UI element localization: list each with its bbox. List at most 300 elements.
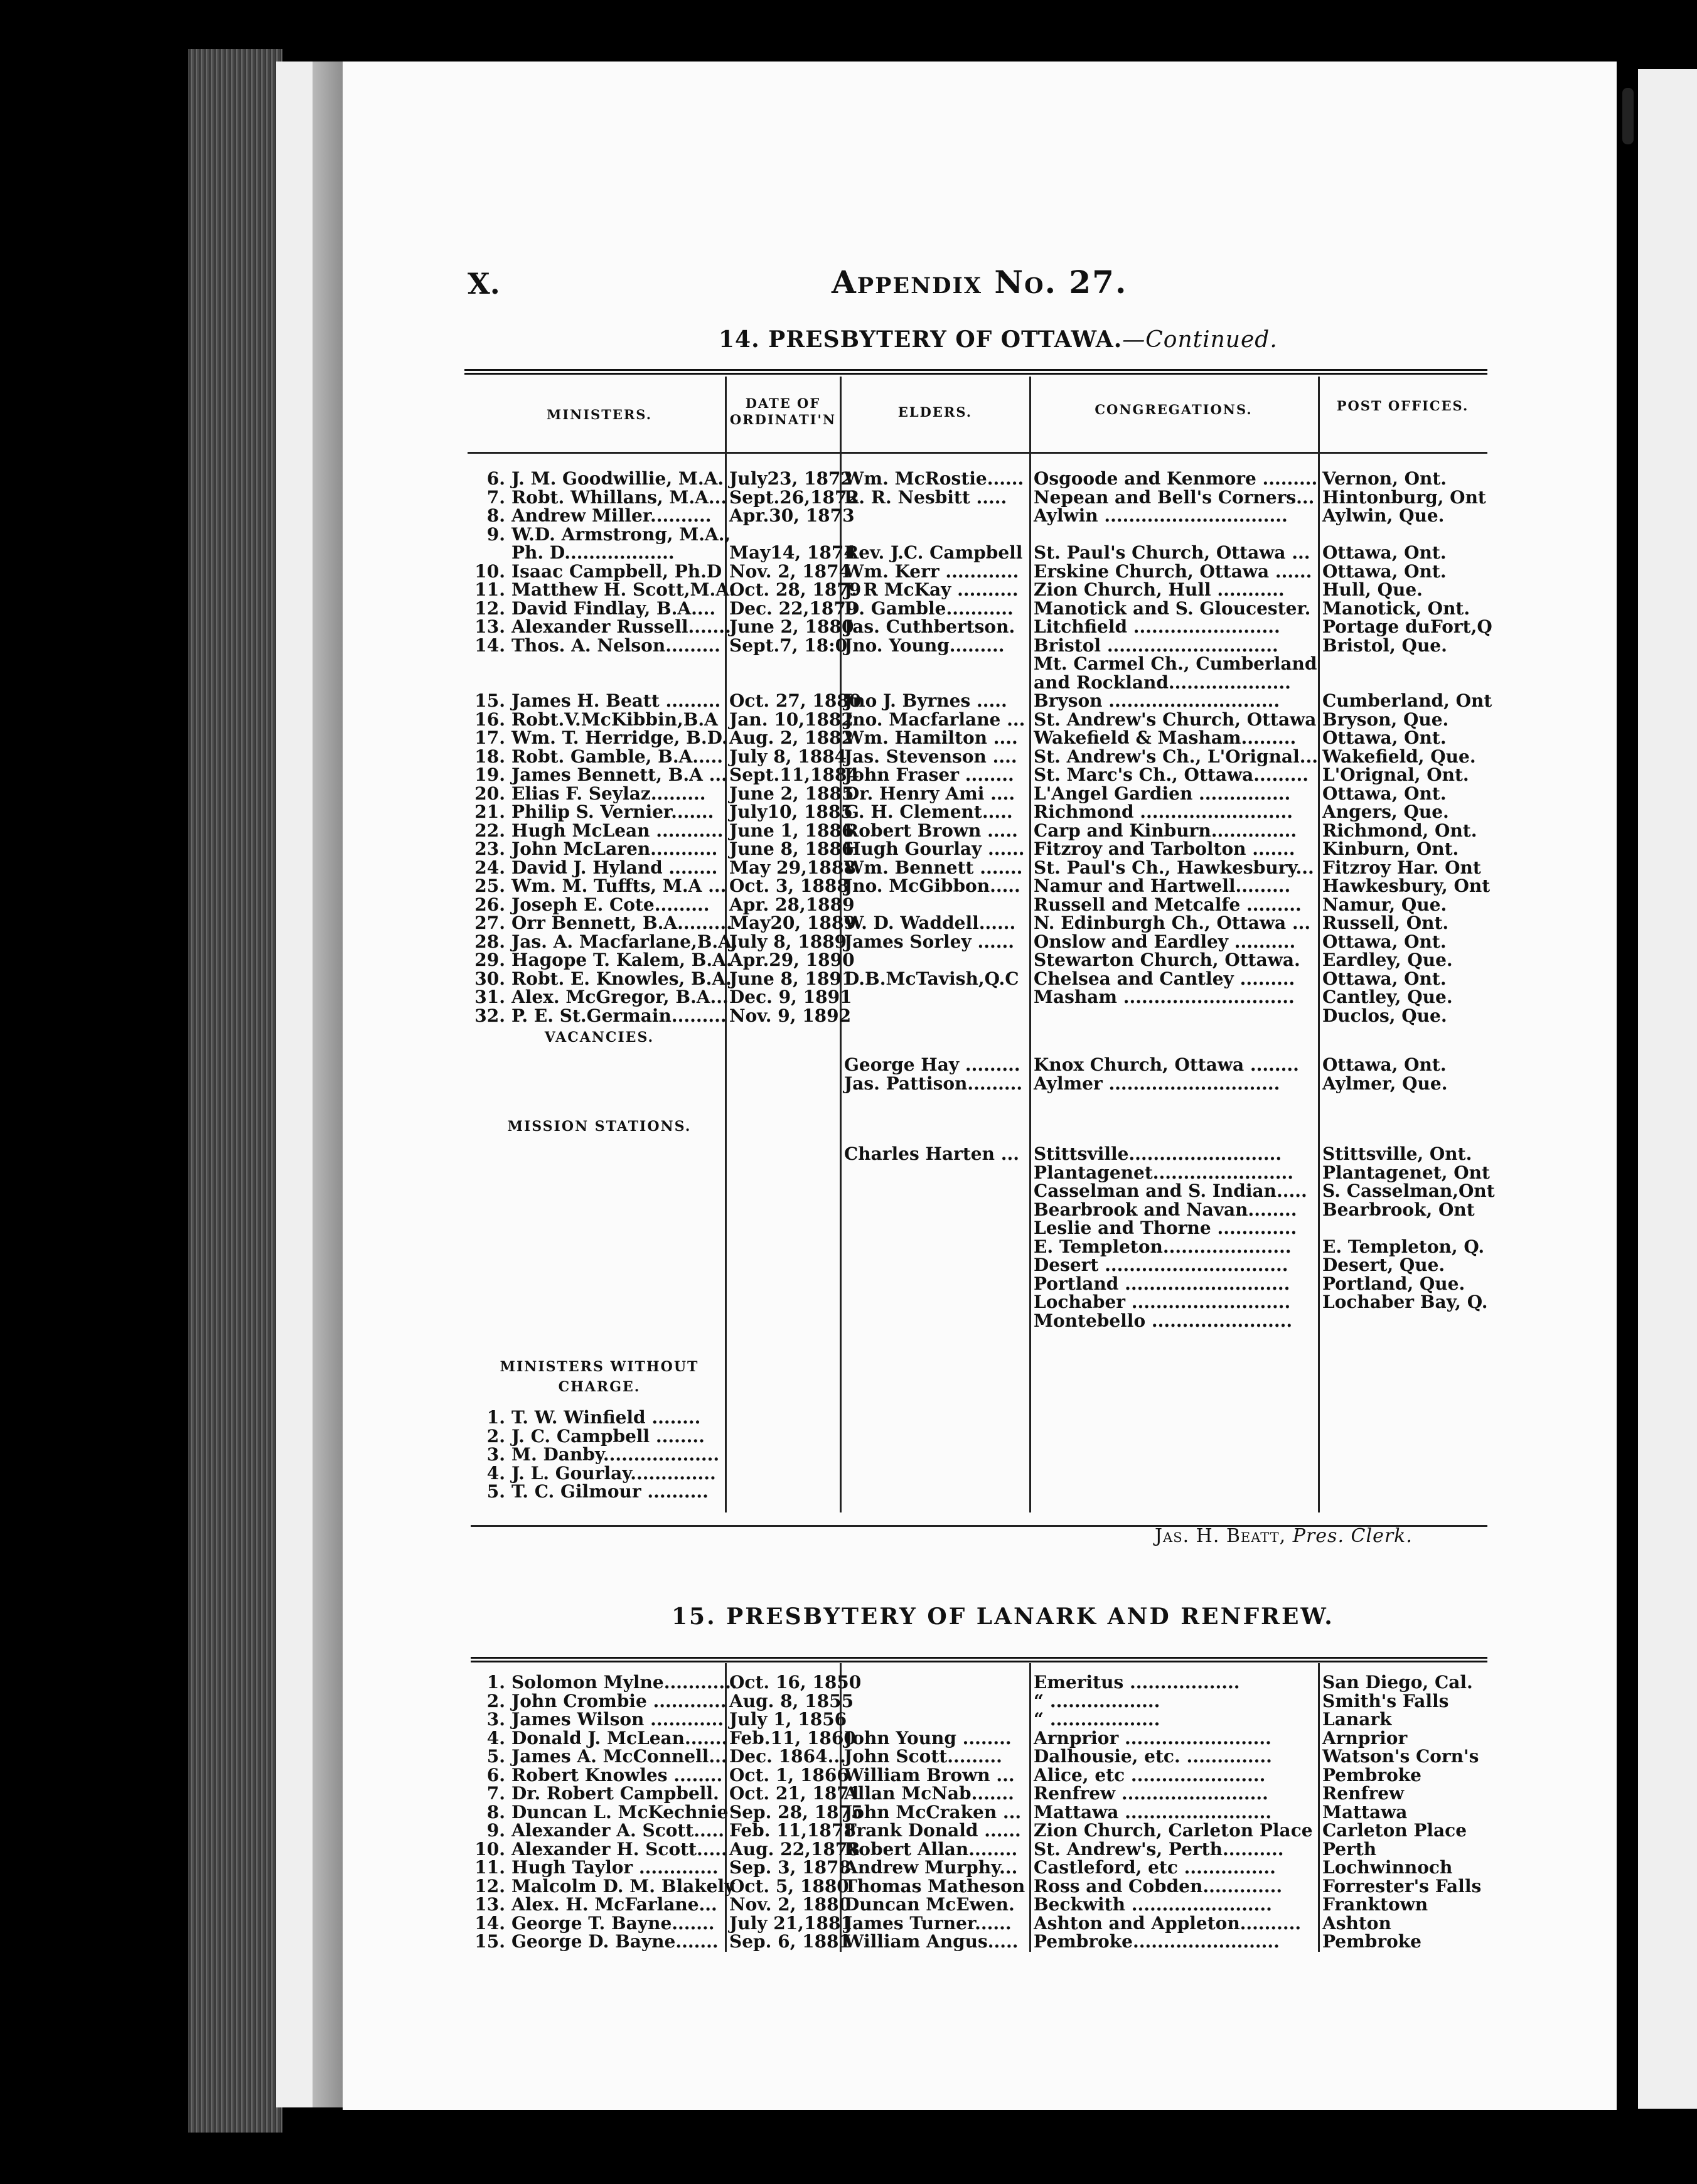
cell-date: June 8, 1891 (729, 968, 854, 989)
cell-elder: George Hay ......... (844, 1054, 1020, 1075)
cell-minister: Robt. E. Knowles, B.A. (511, 968, 732, 989)
cell-post: Pembroke (1322, 1764, 1421, 1785)
cell-post: Smith's Falls (1322, 1690, 1449, 1711)
cell-elder: John Fraser ........ (844, 764, 1014, 785)
cell-minister: James Wilson ............ (511, 1709, 724, 1730)
cell-elder: D. Gamble........... (844, 597, 1014, 619)
cell-minister: J. C. Campbell ........ (511, 1425, 705, 1447)
cell-post: Ottawa, Ont. (1322, 727, 1447, 748)
cell-congregation: Bristol ............................ (1034, 634, 1278, 656)
cell-post: Fitzroy Har. Ont (1322, 857, 1481, 878)
cell-date: Oct. 3, 1888 (729, 875, 849, 896)
page-number: X. (468, 267, 500, 301)
header-date: DATE OF ORDINATI'N (729, 395, 837, 427)
cell-congregation: “ .................. (1034, 1709, 1160, 1730)
cell-date: Jan. 10,1882 (729, 709, 854, 730)
cell-elder: W. D. Waddell...... (844, 913, 1016, 933)
cell-num: 18. (474, 746, 505, 767)
cell-minister: Malcolm D. M. Blakely (511, 1875, 735, 1897)
mission-row (0, 1182, 1697, 1201)
cell-congregation: Plantagenet....................... (1034, 1162, 1293, 1183)
mission-row (0, 1164, 1697, 1182)
cell-post: Arnprior (1322, 1727, 1408, 1748)
cell-elder: John Scott......... (844, 1746, 1002, 1767)
appendix-title: Appendix No. 27. (832, 264, 1128, 301)
without-charge-row (0, 1482, 1697, 1501)
table-row (0, 933, 1697, 951)
cell-date: Apr.30, 1873 (729, 505, 855, 526)
cell-post: Watson's Corn's (1322, 1746, 1479, 1767)
cell-post: Ottawa, Ont. (1322, 968, 1447, 989)
table-row (0, 1673, 1697, 1692)
cell-congregation: St. Andrew's Ch., L'Orignal... (1034, 746, 1318, 767)
cell-elder: Wm. McRostie...... (844, 468, 1024, 489)
cell-congregation: Namur and Hartwell......... (1034, 875, 1291, 896)
cell-num: 8. (486, 1801, 505, 1823)
cell-num: 13. (474, 616, 505, 637)
cell-date: June 8, 1886 (729, 838, 854, 859)
cell-date: Aug. 22,1878 (729, 1838, 860, 1860)
cell-congregation: Renfrew ........................ (1034, 1783, 1268, 1804)
cell-num: 14. (474, 1912, 505, 1934)
cell-date: July 21,1881 (729, 1912, 853, 1934)
cell-elder: Jas. Pattison......... (844, 1073, 1023, 1094)
cell-post: Mattawa (1322, 1801, 1408, 1823)
cell-minister: Alex. H. McFarlane... (511, 1894, 717, 1915)
table-row (0, 1747, 1697, 1766)
cell-post: Lochwinnoch (1322, 1857, 1453, 1878)
table-row (0, 784, 1697, 803)
cell-date: July 1, 1856 (729, 1709, 847, 1730)
cell-elder: R. R. Nesbitt ..... (844, 486, 1007, 508)
cell-post: Namur, Que. (1322, 894, 1447, 915)
cell-post: Desert, Que. (1322, 1255, 1445, 1275)
table-row (0, 1914, 1697, 1933)
cell-congregation: Mt. Carmel Ch., Cumberland (1034, 653, 1317, 674)
table-row (0, 877, 1697, 896)
cell-minister: James A. McConnell... (511, 1746, 727, 1767)
without-charge-row (0, 1445, 1697, 1464)
cell-post: Ottawa, Ont. (1322, 560, 1447, 582)
cell-minister: M. Danby................... (511, 1444, 720, 1465)
cell-date: Feb.11, 1860 (729, 1727, 856, 1748)
table-row (0, 618, 1697, 636)
cell-minister: Alex. McGregor, B.A... (511, 987, 729, 1007)
cell-post: Pembroke (1322, 1931, 1421, 1952)
cell-num: 6. (486, 1764, 505, 1785)
mission-row (0, 1275, 1697, 1293)
cell-post: S. Casselman,Ont (1322, 1180, 1495, 1201)
table-row (0, 525, 1697, 544)
table-row (0, 506, 1697, 525)
cell-post: Aylwin, Que. (1322, 505, 1445, 526)
table-row (0, 469, 1697, 488)
cell-minister: David Findlay, B.A.... (511, 597, 716, 619)
cell-num: 16. (474, 709, 505, 730)
table-row (0, 729, 1697, 747)
cell-post: Franktown (1322, 1894, 1428, 1915)
cell-post: Ottawa, Ont. (1322, 783, 1447, 804)
cell-date: Nov. 2, 1880 (729, 1894, 852, 1915)
cell-post: Kinburn, Ont. (1322, 838, 1459, 859)
cell-minister: Dr. Robert Campbell. (511, 1783, 719, 1804)
cell-minister: Robt. Whillans, M.A... (511, 486, 727, 508)
table-row (0, 655, 1697, 673)
cell-minister: Andrew Miller.......... (511, 505, 712, 526)
cell-date: Oct. 5, 1880 (729, 1875, 849, 1897)
section1-title-text: 14. PRESBYTERY OF OTTAWA. (719, 326, 1123, 353)
cell-post: Forrester's Falls (1322, 1875, 1482, 1897)
cell-date: Dec. 22,1879 (729, 597, 859, 619)
cell-post: Ottawa, Ont. (1322, 542, 1447, 563)
cell-congregation: Wakefield & Masham......... (1034, 727, 1297, 748)
table-row (0, 1932, 1697, 1951)
cell-post: Renfrew (1322, 1783, 1405, 1804)
cell-num: 3. (486, 1709, 505, 1730)
cell-post: Carleton Place (1322, 1820, 1467, 1841)
cell-congregation: Castleford, etc ............... (1034, 1857, 1276, 1878)
cell-minister: P. E. St.Germain......... (511, 1005, 727, 1026)
table-row (0, 1821, 1697, 1840)
cell-congregation: Bearbrook and Navan........ (1034, 1199, 1297, 1220)
table-row (0, 1840, 1697, 1859)
cell-post: Perth (1322, 1838, 1377, 1860)
cell-minister: Alexander H. Scott..... (511, 1838, 727, 1860)
section2-title: 15. PRESBYTERY OF LANARK AND RENFREW. (672, 1603, 1334, 1630)
cell-elder: John Young ........ (844, 1727, 1012, 1748)
table-row (0, 1692, 1697, 1711)
cell-date: July10, 1885 (729, 801, 853, 822)
table-row (0, 970, 1697, 988)
mission-row (0, 1293, 1697, 1312)
cell-post: Bearbrook, Ont (1322, 1199, 1475, 1220)
cell-congregation: Litchfield ........................ (1034, 616, 1280, 637)
cell-minister: George T. Bayne....... (511, 1912, 715, 1934)
cell-congregation: and Rockland.................... (1034, 672, 1291, 693)
cell-congregation: Erskine Church, Ottawa ...... (1034, 560, 1312, 582)
cell-num: 22. (474, 820, 505, 841)
cell-elder: Thomas Matheson (844, 1875, 1025, 1897)
header-bottom-rule (468, 452, 1487, 454)
cell-date: Oct. 28, 1879 (729, 579, 862, 600)
mission-row (0, 1219, 1697, 1238)
mission-row (0, 1238, 1697, 1256)
cell-congregation: Russell and Metcalfe ......... (1034, 894, 1302, 915)
cell-date: Feb. 11,1878 (729, 1820, 856, 1841)
cell-post: Eardley, Que. (1322, 950, 1453, 970)
cell-elder: Frank Donald ...... (844, 1820, 1021, 1841)
vacancy-row (0, 1056, 1697, 1074)
cell-elder: Hugh Gourlay ...... (844, 838, 1025, 859)
mission-row (0, 1201, 1697, 1219)
cell-elder: Jas. Cuthbertson. (844, 616, 1015, 637)
cell-num: 17. (474, 727, 505, 748)
cell-elder: Allan McNab....... (844, 1783, 1014, 1804)
cell-elder: Dr. Henry Ami .... (844, 783, 1015, 804)
cell-minister: David J. Hyland ........ (511, 857, 718, 878)
cell-elder: Wm. Hamilton .... (844, 727, 1018, 748)
cell-elder: Wm. Kerr ............ (844, 560, 1019, 582)
cell-minister: George D. Bayne....... (511, 1931, 719, 1952)
cell-post: Portland, Que. (1322, 1273, 1465, 1294)
table-row (0, 840, 1697, 859)
cell-date: Sept.26,1872 (729, 486, 859, 508)
cell-congregation: Knox Church, Ottawa ........ (1034, 1054, 1299, 1075)
cell-date: Nov. 9, 1892 (729, 1005, 852, 1026)
cell-elder: J. R McKay .......... (844, 579, 1019, 600)
cell-elder: James Turner...... (844, 1912, 1012, 1934)
cell-elder: Charles Harten ... (844, 1143, 1019, 1164)
cell-congregation: Alice, etc ...................... (1034, 1764, 1266, 1785)
cell-congregation: Manotick and S. Gloucester. (1034, 597, 1311, 619)
cell-congregation: Stewarton Church, Ottawa. (1034, 950, 1300, 970)
cell-date: Oct. 27, 1880 (729, 690, 862, 711)
cell-congregation: Nepean and Bell's Corners... (1034, 486, 1315, 508)
table-row (0, 710, 1697, 729)
cell-post: Angers, Que. (1322, 801, 1449, 822)
without-charge-row (0, 1427, 1697, 1446)
table-row (0, 988, 1697, 1007)
cell-date: Sep. 3, 1878 (729, 1857, 852, 1878)
cell-minister: John Crombie ............ (511, 1690, 727, 1711)
cell-date: June 2, 1885 (729, 783, 854, 804)
cell-minister: Isaac Campbell, Ph.D (511, 560, 722, 582)
cell-minister: T. W. Winfield ........ (511, 1407, 701, 1428)
without-charge-row (0, 1408, 1697, 1427)
table-row (0, 747, 1697, 766)
cell-minister: James H. Beatt ......... (511, 690, 721, 711)
cell-elder: Robert Allan........ (844, 1838, 1018, 1860)
cell-elder: William Brown ... (844, 1764, 1015, 1785)
cell-num: 29. (474, 950, 505, 970)
cell-num: 25. (474, 875, 505, 896)
cell-post: Portage duFort,Q (1322, 616, 1492, 637)
cell-date: June 2, 1880 (729, 616, 854, 637)
cell-minister: Solomon Mylne............ (511, 1672, 737, 1693)
cell-congregation: Dalhousie, etc. .............. (1034, 1746, 1272, 1767)
cell-congregation: Stittsville......................... (1034, 1143, 1282, 1164)
cell-elder: Robert Brown ..... (844, 820, 1018, 841)
cell-congregation: Casselman and S. Indian..... (1034, 1180, 1307, 1201)
without-charge-label: MINISTERS WITHOUT CHARGE. (500, 1359, 699, 1395)
cell-congregation: Portland ........................... (1034, 1273, 1290, 1294)
cell-num: 4. (486, 1727, 505, 1748)
cell-elder: G. H. Clement..... (844, 801, 1013, 822)
cell-congregation: N. Edinburgh Ch., Ottawa ... (1034, 913, 1311, 933)
cell-congregation: Arnprior ........................ (1034, 1727, 1271, 1748)
cell-post: Hull, Que. (1322, 579, 1423, 600)
cell-elder: John McCraken ... (844, 1801, 1022, 1823)
cell-minister: Orr Bennett, B.A......... (511, 913, 732, 933)
table-row (0, 803, 1697, 822)
cell-congregation: Carp and Kinburn.............. (1034, 820, 1297, 841)
cell-post: Manotick, Ont. (1322, 597, 1470, 619)
cell-num: 32. (474, 1005, 505, 1026)
cell-elder: Jno J. Byrnes ..... (844, 690, 1007, 711)
cell-congregation: Montebello ....................... (1034, 1310, 1293, 1331)
mission-row (0, 1256, 1697, 1275)
cell-num: 4. (486, 1462, 505, 1484)
table-row (0, 1784, 1697, 1803)
cell-num: 14. (474, 634, 505, 656)
cell-congregation: Aylmer ............................ (1034, 1073, 1280, 1094)
cell-num: 9. (486, 1820, 505, 1841)
cell-congregation: Zion Church, Carleton Place (1034, 1820, 1313, 1841)
cell-post: Cantley, Que. (1322, 987, 1453, 1007)
cell-minister: Hugh McLean ........... (511, 820, 724, 841)
section1-top-rule (464, 369, 1487, 375)
cell-num: 5. (486, 1481, 505, 1502)
cell-num: 7. (486, 1783, 505, 1804)
cell-elder: Jno. McGibbon..... (844, 875, 1020, 896)
cell-post: San Diego, Cal. (1322, 1672, 1473, 1693)
cell-congregation: Desert .............................. (1034, 1255, 1288, 1275)
clerk-name: Jas. H. Beatt, (1155, 1525, 1287, 1547)
table-row (0, 636, 1697, 655)
cell-congregation: Mattawa ........................ (1034, 1801, 1272, 1823)
cell-minister: W.D. Armstrong, M.A., (511, 523, 731, 545)
cell-num: 30. (474, 968, 505, 989)
table-row (0, 1858, 1697, 1877)
cell-date: Dec. 9, 1891 (729, 987, 852, 1007)
cell-minister: Matthew H. Scott,M.A. (511, 579, 736, 600)
cell-num: 10. (474, 560, 505, 582)
cell-num: 24. (474, 857, 505, 878)
cell-num: 15. (474, 690, 505, 711)
cell-date: Nov. 2, 1874 (729, 560, 852, 582)
cell-elder: Andrew Murphy... (844, 1857, 1018, 1878)
cell-post: E. Templeton, Q. (1322, 1236, 1485, 1257)
cell-post: Hawkesbury, Ont (1322, 875, 1491, 896)
table-row (0, 896, 1697, 914)
cell-date: Oct. 16, 1850 (729, 1672, 862, 1693)
cell-post: Lanark (1322, 1709, 1392, 1730)
cell-elder: Wm. Bennett ....... (844, 857, 1023, 878)
cell-minister: Robt.V.McKibbin,B.A (511, 709, 718, 730)
cell-num: 2. (486, 1425, 505, 1447)
cell-congregation: St. Paul's Church, Ottawa ... (1034, 542, 1310, 563)
cell-congregation: Onslow and Eardley .......... (1034, 931, 1296, 952)
cell-minister: Wm. T. Herridge, B.D. (511, 727, 728, 748)
cell-date: Aug. 2, 1882 (729, 727, 854, 748)
table-row (0, 692, 1697, 710)
cell-minister: Alexander Russell....... (511, 616, 731, 637)
table-row (0, 1877, 1697, 1896)
table-row (0, 488, 1697, 507)
cell-date: Sep. 28, 1875 (729, 1801, 864, 1823)
cell-post: Duclos, Que. (1322, 1005, 1447, 1026)
cell-congregation: Leslie and Thorne ............. (1034, 1218, 1297, 1238)
cell-congregation: Bryson ............................ (1034, 690, 1280, 711)
cell-minister: Robt. Gamble, B.A..... (511, 746, 724, 767)
missions-label: MISSION STATIONS. (507, 1118, 692, 1135)
cell-date: Oct. 1, 1866 (729, 1764, 849, 1785)
cell-post: Wakefield, Que. (1322, 746, 1476, 767)
cell-post: Ashton (1322, 1912, 1391, 1934)
table-row (0, 543, 1697, 562)
cell-elder: James Sorley ...... (844, 931, 1014, 952)
cell-elder: Jno. Macfarlane ... (844, 709, 1025, 730)
cell-elder: D.B.McTavish,Q.C (844, 968, 1019, 989)
cell-num: 3. (486, 1444, 505, 1465)
cell-minister: J. L. Gourlay.............. (511, 1462, 716, 1484)
cell-congregation: Beckwith ....................... (1034, 1894, 1272, 1915)
facing-page-mark (1622, 88, 1634, 144)
cell-date: Oct. 21, 1871 (729, 1783, 862, 1804)
table-row (0, 673, 1697, 692)
cell-date: July23, 1872 (729, 468, 853, 489)
cell-post: Bryson, Que. (1322, 709, 1449, 730)
table-row (0, 562, 1697, 581)
header-ministers: MINISTERS. (546, 407, 653, 422)
cell-date: Sept.7, 18:0 (729, 634, 848, 656)
cell-date: July 8, 1889 (729, 931, 847, 952)
cell-congregation: Aylwin .............................. (1034, 505, 1288, 526)
cell-congregation: Richmond ......................... (1034, 801, 1293, 822)
cell-minister: Philip S. Vernier....... (511, 801, 714, 822)
cell-minister: Thos. A. Nelson......... (511, 634, 720, 656)
cell-num: 9. (486, 523, 505, 545)
section1-title (719, 326, 1278, 353)
cell-post: Bristol, Que. (1322, 634, 1447, 656)
cell-congregation: St. Paul's Ch., Hawkesbury... (1034, 857, 1314, 878)
cell-date: Sep. 6, 1881 (729, 1931, 852, 1952)
table-row (0, 1710, 1697, 1729)
cell-minister: Jas. A. Macfarlane,B.A. (511, 931, 738, 952)
cell-post: Lochaber Bay, Q. (1322, 1292, 1488, 1312)
cell-num: 27. (474, 913, 505, 933)
cell-date: Apr. 28,1889 (729, 894, 855, 915)
cell-date: May20, 1889 (729, 913, 856, 933)
cell-num: 1. (486, 1672, 505, 1693)
cell-num: 8. (486, 505, 505, 526)
cell-num: 6. (486, 468, 505, 489)
clerk-title: Pres. Clerk. (1292, 1525, 1413, 1547)
cell-congregation: Ashton and Appleton.......... (1034, 1912, 1302, 1934)
cell-minister: Elias F. Seylaz......... (511, 783, 706, 804)
cell-minister: Alexander A. Scott..... (511, 1820, 725, 1841)
cell-num: 12. (474, 1875, 505, 1897)
cell-num: 12. (474, 597, 505, 619)
cell-minister: Ph. D.................. (511, 542, 675, 563)
cell-minister: Hagope T. Kalem, B.A. (511, 950, 732, 970)
cell-congregation: “ .................. (1034, 1690, 1160, 1711)
cell-congregation: Chelsea and Cantley ......... (1034, 968, 1295, 989)
without-charge-row (0, 1464, 1697, 1483)
cell-minister: Hugh Taylor ............. (511, 1857, 719, 1878)
cell-num: 1. (486, 1407, 505, 1428)
cell-minister: Donald J. McLean....... (511, 1727, 728, 1748)
cell-minister: J. M. Goodwillie, M.A. (511, 468, 724, 489)
header-elders: ELDERS. (897, 404, 973, 420)
table-row (0, 1007, 1697, 1025)
cell-minister: Joseph E. Cote......... (511, 894, 710, 915)
table-row (0, 1895, 1697, 1914)
cell-date: Apr.29, 1890 (729, 950, 855, 970)
cell-num: 7. (486, 486, 505, 508)
cell-congregation: Fitzroy and Tarbolton ....... (1034, 838, 1295, 859)
cell-congregation: E. Templeton..................... (1034, 1236, 1292, 1257)
table-row (0, 1766, 1697, 1785)
cell-date: May 29,1888 (729, 857, 856, 878)
cell-post: Stittsville, Ont. (1322, 1143, 1472, 1164)
cell-num: 19. (474, 764, 505, 785)
cell-date: Dec. 1864... (729, 1746, 846, 1767)
cell-post: Ottawa, Ont. (1322, 931, 1447, 952)
cell-num: 23. (474, 838, 505, 859)
mission-row (0, 1312, 1697, 1330)
table-row (0, 914, 1697, 933)
